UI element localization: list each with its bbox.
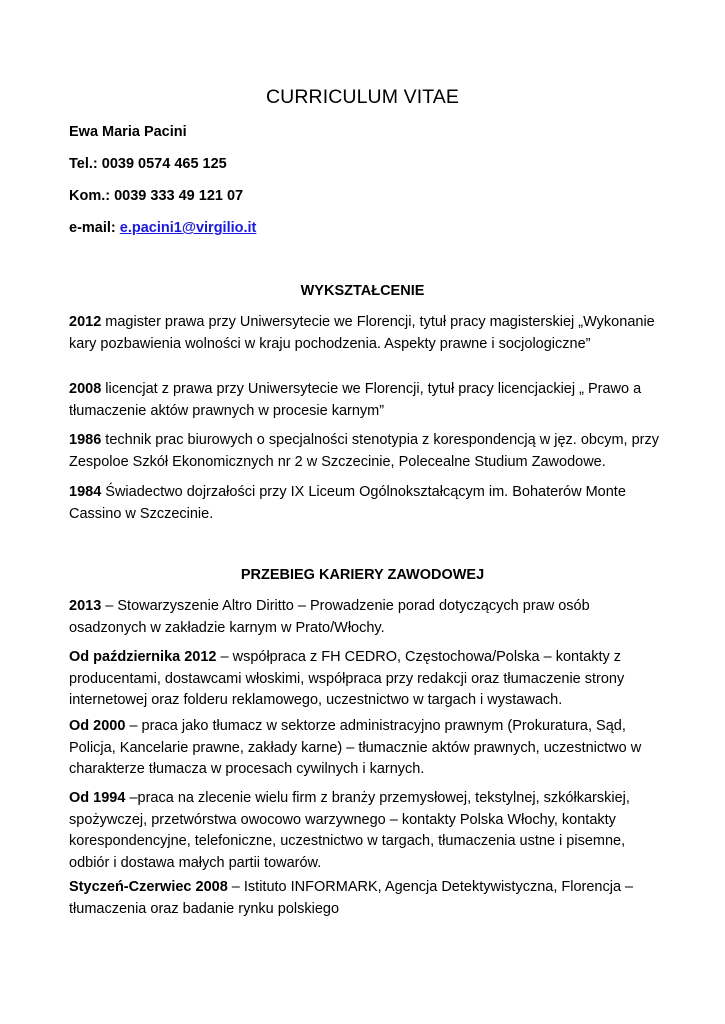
career-entry (69, 596, 669, 639)
contact-email-row (69, 220, 256, 236)
education-entry (69, 312, 669, 355)
education-text: licencjat z prawa przy Uniwersytecie we Florencji, tytuł pracy licencjackiej „ Prawo a tłumaczenie aktów prawnych w procesie karnym” (69, 381, 642, 419)
career-entry (69, 788, 669, 874)
career-period: Styczeń-Czerwiec 2008 (69, 879, 228, 895)
document-title: CURRICULUM VITAE (265, 86, 459, 108)
education-text: Świadectwo dojrzałości przy IX Liceum Ogólnokształcącym im. Bohaterów Monte Cassino w Szczecinie. (69, 484, 626, 522)
education-year: 1986 (69, 432, 102, 448)
career-period: 2013 (69, 598, 102, 614)
education-entry (69, 482, 669, 525)
education-text: magister prawa przy Uniwersytecie we Florencji, tytuł pracy magisterskiej „Wykonanie kary pozbawienia wolności w kraju pochodzenia. Aspekty prawne i socjologiczne” (69, 314, 655, 352)
career-text: – praca jako tłumacz w sektorze administracyjno prawnym (Prokuratura, Sąd, Policja, Kancelarie prawne, zakłady karne) – tłumacznie aktów prawnych, uczestnictwo w charakterze tłumacza w procesach cywilnych i karnych. (69, 718, 642, 777)
career-period: Od 2000 (69, 718, 126, 734)
education-year: 2008 (69, 381, 102, 397)
career-text: – współpraca z FH CEDRO, Częstochowa/Polska – kontakty z producentami, dostawcami włoskimi, współpraca przy redakcji oraz tłumaczenie strony internetowej oraz folderu reklamowego, uczestnictwo w targach i wystawach. (69, 649, 625, 708)
education-year: 1984 (69, 484, 102, 500)
career-text: – Istituto INFORMARK, Agencja Detektywistyczna, Florencja – tłumaczenia oraz badanie rynku polskiego (69, 879, 634, 917)
career-entry (69, 647, 669, 712)
contact-email-link[interactable]: e.pacini1@virgilio.it (119, 220, 257, 236)
education-year: 2012 (69, 314, 102, 330)
education-heading: WYKSZTAŁCENIE (300, 283, 425, 299)
career-text: – Stowarzyszenie Altro Diritto – Prowadzenie porad dotyczących praw osób osadzonych w zakładzie karnym w Prato/Włochy. (69, 598, 590, 636)
contact-name: Ewa Maria Pacini (69, 124, 187, 140)
career-entry (69, 877, 669, 920)
career-period: Od 1994 (69, 790, 126, 806)
career-period: Od października 2012 (69, 649, 217, 665)
education-entry (69, 430, 669, 473)
education-text: technik prac biurowych o specjalności stenotypia z korespondencją w jęz. obcym, przy Zespoloe Szkół Ekonomicznych nr 2 w Szczecinie, Polecealne Studium Zawodowe. (69, 432, 659, 470)
contact-email-label: e-mail: (69, 220, 120, 236)
career-heading: PRZEBIEG KARIERY ZAWODOWEJ (240, 567, 485, 583)
contact-mobile: Kom.: 0039 333 49 121 07 (69, 188, 244, 204)
career-entry (69, 716, 669, 781)
contact-phone: Tel.: 0039 0574 465 125 (69, 156, 227, 172)
education-entry (69, 379, 669, 422)
career-text: –praca na zlecenie wielu firm z branży przemysłowej, tekstylnej, szkółkarskiej, spożywczej, przetwórstwa owocowo warzywnego – kontakty Polska Włochy, kontakty korespondencyjne, telefoniczne, uczestnictwo w targach, tłumaczenia ustne i pisemne, odbiór i dostawa małych partii towarów. (69, 790, 630, 871)
